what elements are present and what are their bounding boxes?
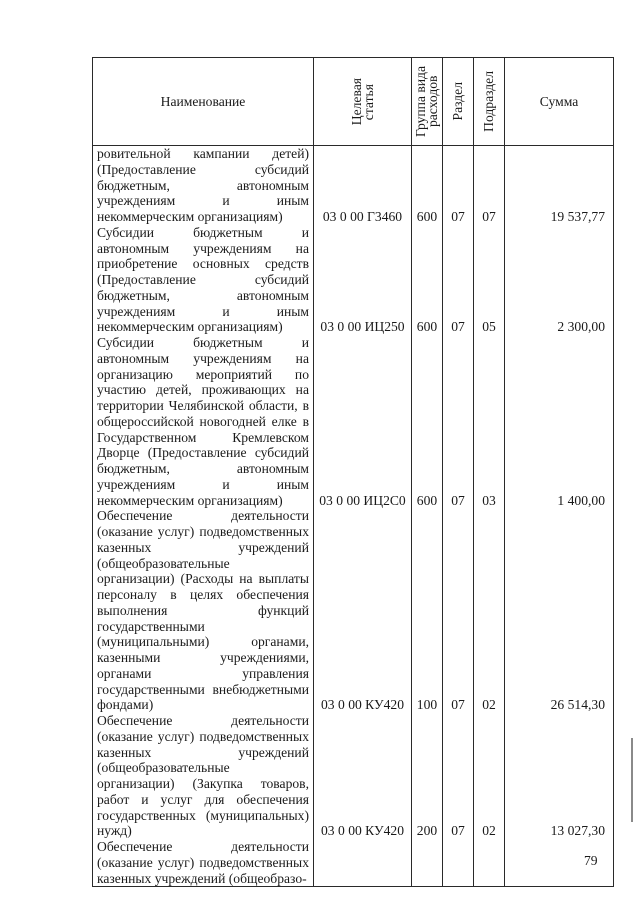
table-row [93, 713, 614, 839]
header-section-label: Раздел [450, 82, 465, 121]
row-code: 03 0 00 ИЦ250 [314, 225, 412, 335]
table-row [93, 146, 614, 225]
row-name: Обеспечение деятельности (оказание услуг) подведомственных казенных учреждений (общеобразовательные организации) (Закупка товаров, работ и услуг для обеспечения государственных (муниципальных) нужд) [93, 713, 314, 839]
row-sum: 19 537,77 [505, 146, 614, 225]
scan-margin-mark [631, 738, 633, 822]
row-code: 03 0 00 ИЦ2С0 [314, 335, 412, 508]
header-group-label: Группа вида расходов [413, 65, 440, 138]
row-subsection: 02 [474, 713, 505, 839]
row-code [314, 839, 412, 887]
row-section: 07 [443, 713, 474, 839]
row-subsection: 05 [474, 225, 505, 335]
row-name: Обеспечение деятельности (оказание услуг) подведомственных казенных учреждений (общеобразовательные организации) (Расходы на выплаты персоналу в целях обеспечения выполнения функций государственными (муниципальными) органами, казенными учреждениями, органами управления государственными внебюджетными фондами) [93, 508, 314, 713]
row-section: 07 [443, 335, 474, 508]
header-subsection [474, 58, 505, 146]
row-name: Обеспечение деятельности (оказание услуг) подведомственных казенных учреждений (общеобразо- [93, 839, 314, 887]
page-number: 79 [584, 853, 598, 868]
row-sum: 2 300,00 [505, 225, 614, 335]
header-code-label: Целевая статья [348, 77, 376, 126]
row-sum: 1 400,00 [505, 335, 614, 508]
header-sum [505, 58, 614, 146]
table-row [93, 335, 614, 508]
row-section: 07 [443, 508, 474, 713]
row-code: 03 0 00 КУ420 [314, 508, 412, 713]
header-group [412, 58, 443, 146]
row-group: 600 [412, 146, 443, 225]
row-section: 07 [443, 146, 474, 225]
header-section [443, 58, 474, 146]
header-subsection-label: Подраздел [481, 71, 496, 132]
row-subsection [474, 839, 505, 887]
row-section [443, 839, 474, 887]
table-row [93, 225, 614, 335]
row-group: 600 [412, 225, 443, 335]
table-row [93, 508, 614, 713]
budget-table [92, 57, 614, 887]
row-code: 03 0 00 Г3460 [314, 146, 412, 225]
row-group: 600 [412, 335, 443, 508]
row-code: 03 0 00 КУ420 [314, 713, 412, 839]
header-code [314, 58, 412, 146]
row-section: 07 [443, 225, 474, 335]
row-subsection: 03 [474, 335, 505, 508]
header-name [93, 58, 314, 146]
row-sum: 13 027,30 [505, 713, 614, 839]
row-subsection: 02 [474, 508, 505, 713]
row-name: ровительной кампании детей) (Предоставление субсидий бюджетным, автономным учреждениям и иным некоммерческим организациям) [93, 146, 314, 225]
table-header-row [93, 58, 614, 146]
row-name: Субсидии бюджетным и автономным учреждениям на организацию мероприятий по участию детей, проживающих на территории Челябинской области, в общероссийской новогодней елке в Государственном Кремлевском Дворце (Предоставление субсидий бюджетным, автономным учреждениям и иным некоммерческим организациям) [93, 335, 314, 508]
table-row [93, 839, 614, 887]
row-group: 200 [412, 713, 443, 839]
row-group: 100 [412, 508, 443, 713]
header-sum-label: Сумма [539, 93, 579, 109]
row-name: Субсидии бюджетным и автономным учреждениям на приобретение основных средств (Предоставление субсидий бюджетным, автономным учреждениям и иным некоммерческим организациям) [93, 225, 314, 335]
row-sum: 26 514,30 [505, 508, 614, 713]
row-group [412, 839, 443, 887]
row-subsection: 07 [474, 146, 505, 225]
header-name-label: Наименование [160, 93, 246, 109]
